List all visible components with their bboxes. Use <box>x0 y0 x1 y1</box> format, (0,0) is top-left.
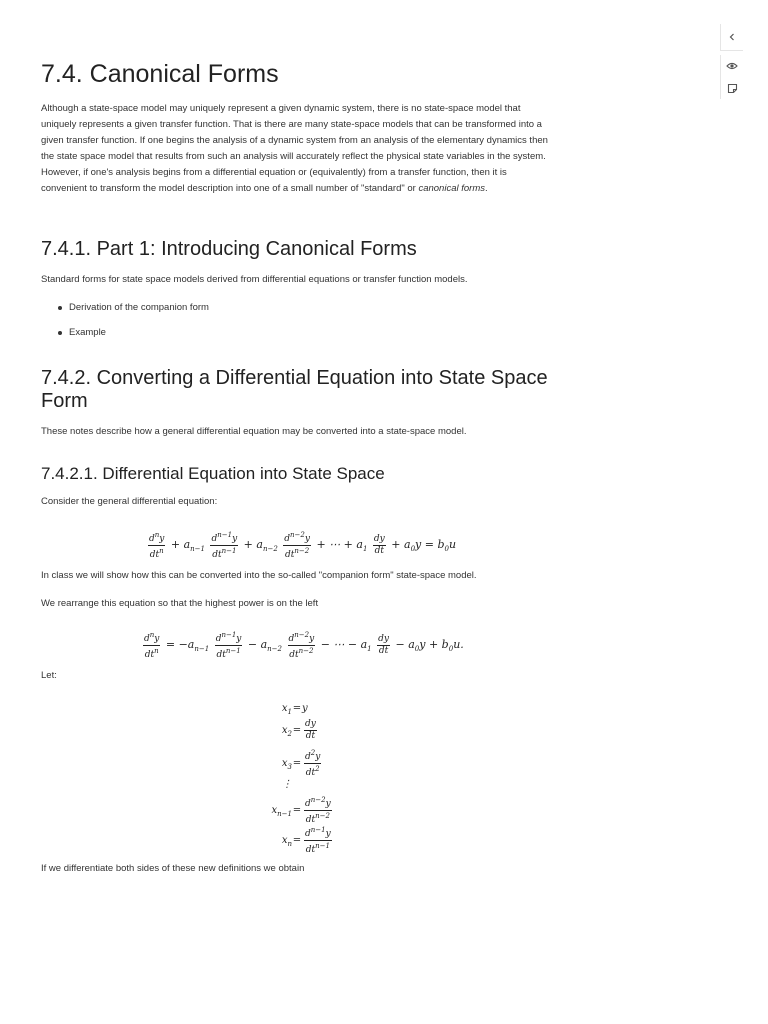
rearranged-equation: $\frac{d^ny}{dt^n}$ = $-a_{n-1}$ $\frac{d^{n-1}y}{dt^{n-1}}$ − $a_{n-2}$ $\frac{d^{n-2}y}{dt^{n-2}}$ − ⋯ − $a_1$ $\frac{dy}{dt}$ − $a_0y + b_0u$. <box>144 631 464 660</box>
intro-emphasis: canonical forms <box>418 183 485 194</box>
annotate-icon <box>727 83 738 94</box>
chevron-left-icon <box>728 33 736 41</box>
list-item-companion-derivation[interactable]: Derivation of the companion form <box>41 302 209 327</box>
annotate-button[interactable] <box>720 77 743 99</box>
differentiate-text: If we differentiate both sides of these new definitions we obtain <box>41 863 305 874</box>
list-item-example[interactable]: Example <box>41 327 209 352</box>
section-2-text: These notes describe how a general differential equation may be converted into a state-space model. <box>41 426 467 437</box>
section-heading-introducing: 7.4.1. Part 1: Introducing Canonical Forms <box>41 238 417 260</box>
collapse-button[interactable] <box>720 24 743 51</box>
general-differential-equation: $\frac{d^ny}{dt^n}$ + $a_{n-1}$ $\frac{d^{n-1}y}{dt^{n-1}}$ + $a_{n-2}$ $\frac{d^{n-2}y}{dt^{n-2}}$ + ⋯ + $a_1$ $\frac{dy}{dt}$ + $a_0y = b_0u$ <box>149 531 457 560</box>
consider-text: Consider the general differential equation: <box>41 496 218 507</box>
section-1-text: Standard forms for state space models derived from differential equations or transfer function models. <box>41 274 468 285</box>
page-title: 7.4. Canonical Forms <box>41 60 279 88</box>
rearrange-text: We rearrange this equation so that the highest power is on the left <box>41 598 319 609</box>
view-button[interactable] <box>720 55 743 77</box>
section-heading-converting: 7.4.2. Converting a Differential Equation into State Space Form <box>41 367 548 412</box>
side-toolbar <box>720 24 744 99</box>
intro-paragraph: Although a state-space model may uniquely represent a given dynamic system, there is no state-space model that uniquely represents a given transfer function. That is there are many state-space models that can be transformed into a given transfer function. If one begins the analysis of a dynamic system from an analysis of the elementary dynamics then the state space model that results from such an analysis will accurately reflect the physical state variables in the system. However, if one's analysis begins from a differential equation or (equivalently) from a transfer function, then it is convenient to transform the model description into one of a small number of "standard" or canonical forms. <box>41 103 548 194</box>
companion-text: In class we will show how this can be converted into the so-called "companion form" state-space model. <box>41 570 477 581</box>
let-text: Let: <box>41 670 57 681</box>
subsection-heading: 7.4.2.1. Differential Equation into State Space <box>41 464 385 483</box>
eye-icon <box>726 61 738 71</box>
section-1-list <box>41 302 209 352</box>
